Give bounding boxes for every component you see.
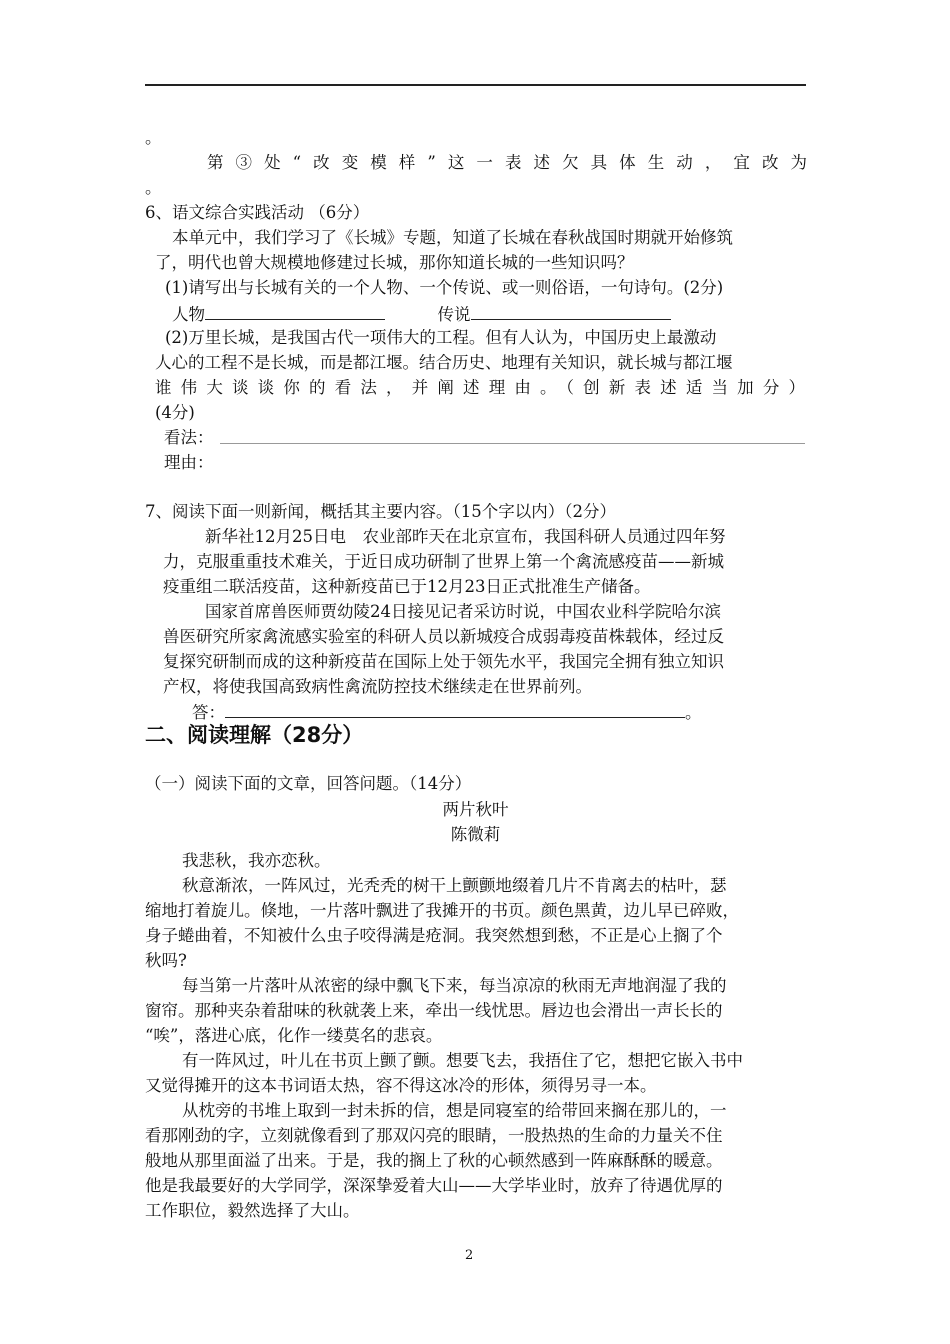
article-line: 每当第一片落叶从浓密的绿中飘飞下来，每当凉凉的秋雨无声地润湿了我的 (182, 976, 727, 995)
article-line: 身子蜷曲着，不知被什么虫子咬得满是疮洞。我突然想到愁，不正是心上搁了个 (145, 926, 723, 945)
q7-p2-line2: 兽医研究所家禽流感实验室的科研人员以新城疫合成弱毒疫苗株载体，经过反 (163, 627, 724, 646)
q7-title: 7、阅读下面一则新闻，概括其主要内容。（15个字以内）（2分） (145, 502, 616, 521)
q5-line3: 。 (145, 178, 162, 197)
answer-label: 答： (192, 703, 225, 722)
article-line: 从枕旁的书堆上取到一封未拆的信，想是同寝室的给带回来搁在那儿的，一 (182, 1101, 727, 1120)
article-line: 缩地打着旋儿。倏地，一片落叶飘进了我摊开的书页。颜色黑黄，边儿早已碎败， (145, 901, 739, 920)
article-line: 秋意渐浓，一阵风过，光秃秃的树干上颤颤地缀着几片不肯离去的枯叶，瑟 (182, 876, 727, 895)
legend-label: 传说 (437, 305, 471, 324)
q6-person-row (172, 302, 671, 326)
article-line: 有一阵风过，叶儿在书页上颤了颤。想要飞去，我捂住了它，想把它嵌入书中 (182, 1051, 743, 1070)
q6-intro-2: 了，明代也曾大规模地修建过长城，那你知道长城的一些知识吗？ (155, 253, 634, 272)
article-line: 他是我最要好的大学同学，深深挚爱着大山——大学毕业时，放弃了待遇优厚的 (145, 1176, 723, 1195)
q6-title: 6、语文综合实践活动 （6分） (145, 203, 370, 222)
q7-p1-line3: 疫重组二联活疫苗，这种新疫苗已于12月23日正式批准生产储备。 (163, 577, 651, 596)
view-answer-line[interactable] (220, 443, 805, 444)
article-line: 秋吗? (145, 951, 187, 970)
article-line: 看那刚劲的字，立刻就像看到了那双闪亮的眼睛，一股热热的生命的力量关不住 (145, 1126, 723, 1145)
q7-p2-line4: 产权，将使我国高致病性禽流防控技术继续走在世界前列。 (163, 677, 592, 696)
person-label: 人物 (172, 305, 205, 324)
article-line: 我悲秋，我亦恋秋。 (182, 851, 331, 870)
article-line: 窗帘。那种夹杂着甜味的秋就袭上来，牵出一线忧思。唇边也会滑出一声长长的 (145, 1001, 723, 1020)
q7-answer-blank[interactable] (225, 700, 685, 718)
section-heading: 二、阅读理解（28分） (145, 723, 364, 747)
article-line: 又觉得摊开的这本书词语太热，容不得这冰冷的形体，须得另寻一本。 (145, 1076, 657, 1095)
q6-sub2-line4: (4分) (155, 403, 195, 422)
article-title: 两片秋叶 (442, 800, 509, 819)
part1-instruction: （一）阅读下面的文章，回答问题。（14分） (145, 774, 472, 793)
q6-sub2-line3: 谁伟大谈谈你的看法，并阐述理由。（创新表述适当加分） (155, 378, 805, 397)
q6-sub2-line2: 人心的工程不是长城，而是都江堰。结合历史、地理有关知识，就长城与都江堰 (155, 353, 733, 372)
q7-p2-line3: 复探究研制而成的这种新疫苗在国际上处于领先水平，我国完全拥有独立知识 (163, 652, 724, 671)
article-line: “唉”，落进心底，化作一缕莫名的悲哀。 (145, 1026, 443, 1045)
view-label: 看法： (164, 428, 214, 447)
q6-sub1: (1)请写出与长城有关的一个人物、一个传说、或一则俗语，一句诗句。(2分) (165, 278, 724, 297)
q7-p1-line1: 新华社12月25日电 农业部昨天在北京宣布，我国科研人员通过四年努 (205, 527, 726, 546)
header-rule (145, 84, 806, 86)
q5-line2: 第③处“改变模样”这一表述欠具体生动，宜改为 (207, 153, 807, 172)
article-author: 陈微莉 (450, 825, 501, 844)
q6-intro-1: 本单元中，我们学习了《长城》专题，知道了长城在春秋战国时期就开始修筑 (172, 228, 733, 247)
answer-end: 。 (685, 703, 702, 722)
article-line: 工作职位，毅然选择了大山。 (145, 1201, 360, 1220)
q5-line1: 。 (145, 128, 162, 147)
q7-p1-line2: 力，克服重重技术难关，于近日成功研制了世界上第一个禽流感疫苗——新城 (163, 552, 724, 571)
q6-sub2-line1: (2)万里长城，是我国古代一项伟大的工程。但有人认为，中国历史上最激动 (165, 328, 717, 347)
legend-answer-blank[interactable] (471, 302, 671, 320)
q7-answer-row (192, 700, 702, 724)
reason-label: 理由： (164, 453, 214, 472)
q7-p2-line1: 国家首席兽医师贾幼陵24日接见记者采访时说，中国农业科学院哈尔滨 (205, 602, 721, 621)
page-number: 2 (465, 1248, 474, 1263)
article-line: 般地从那里面溢了出来。于是，我的搁上了秋的心顿然感到一阵麻酥酥的暖意。 (145, 1151, 723, 1170)
person-answer-blank[interactable] (205, 302, 385, 320)
